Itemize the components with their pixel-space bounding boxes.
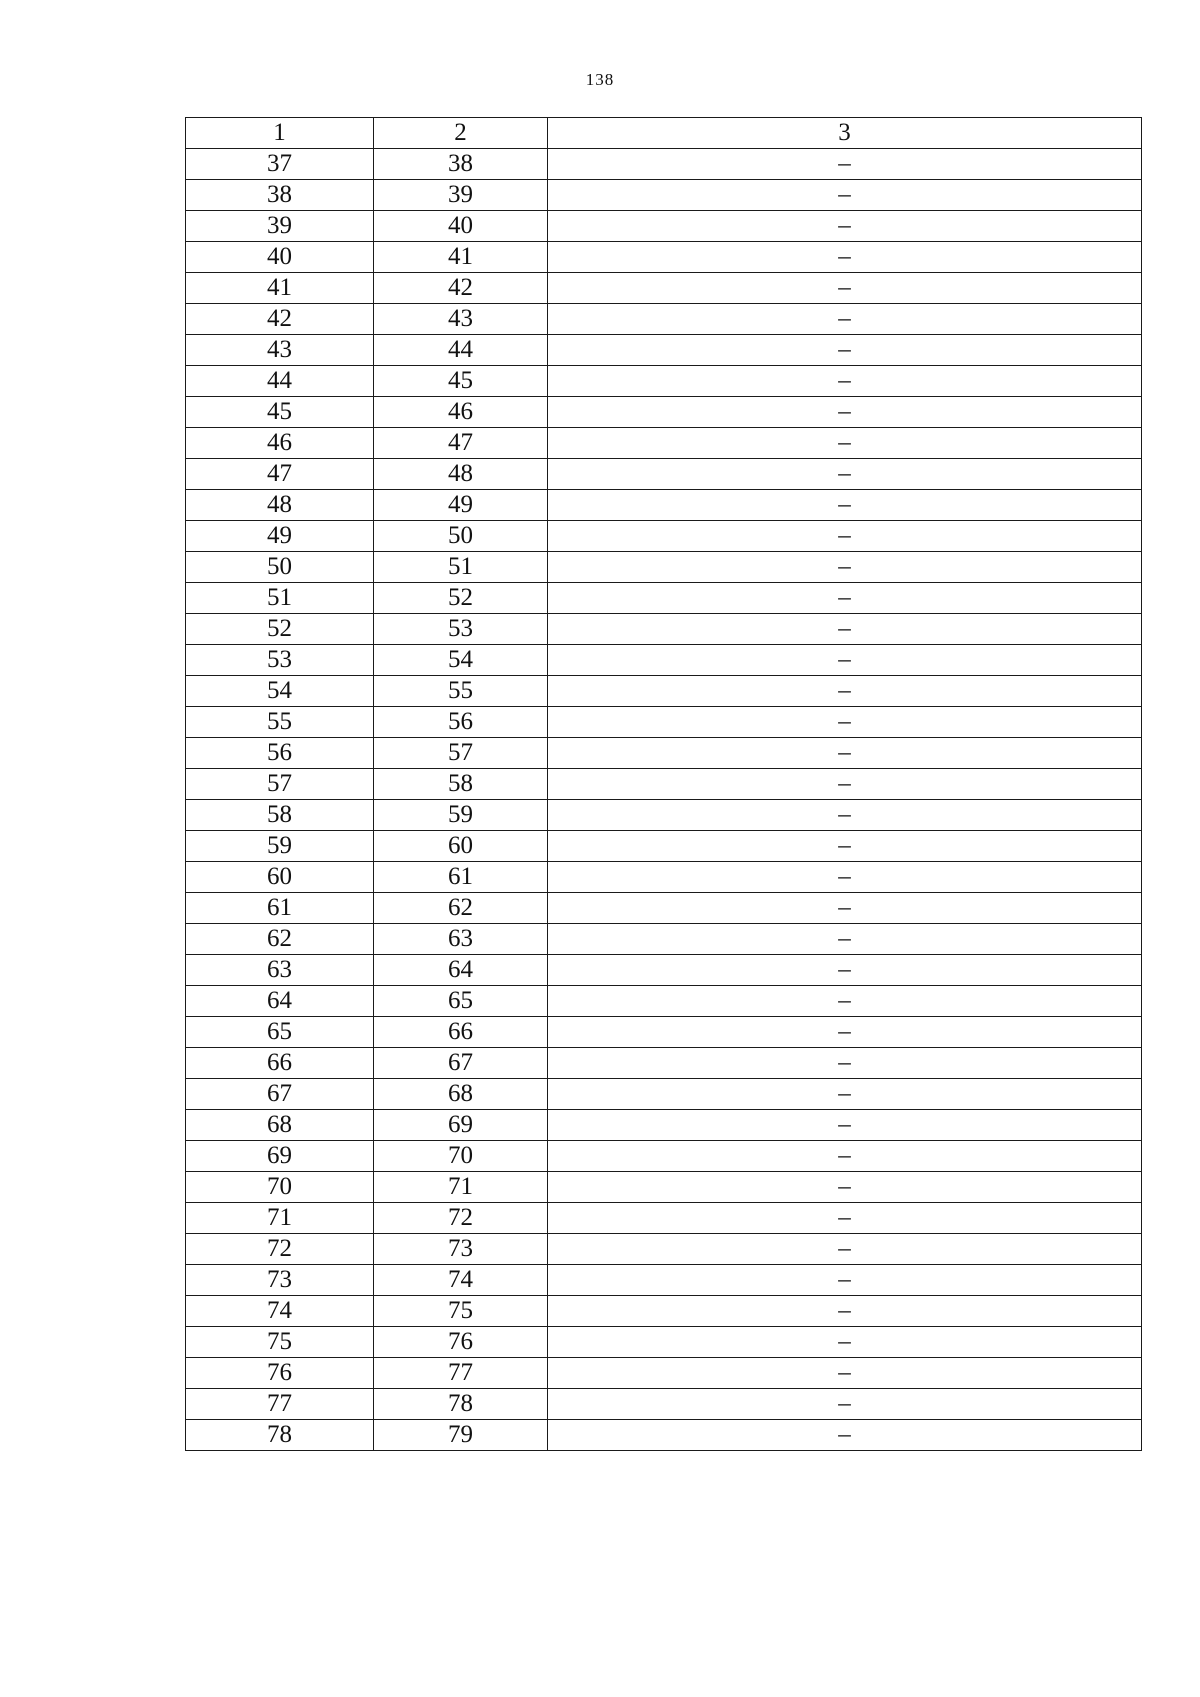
table-cell-col-3: – <box>548 769 1142 800</box>
table-cell-col-3: – <box>548 490 1142 521</box>
table-cell-col-1: 41 <box>186 273 374 304</box>
table-cell-col-2: 46 <box>374 397 548 428</box>
table-row <box>186 583 1142 614</box>
table-row <box>186 490 1142 521</box>
table-cell-col-1: 53 <box>186 645 374 676</box>
table-cell-col-2: 53 <box>374 614 548 645</box>
table-cell-col-1: 66 <box>186 1048 374 1079</box>
table-row <box>186 769 1142 800</box>
table-cell-col-1: 68 <box>186 1110 374 1141</box>
table-cell-col-2: 77 <box>374 1358 548 1389</box>
table-row <box>186 1265 1142 1296</box>
table-body <box>186 149 1142 1451</box>
table-cell-col-1: 60 <box>186 862 374 893</box>
table-cell-col-2: 72 <box>374 1203 548 1234</box>
table-cell-col-3: – <box>548 273 1142 304</box>
table-cell-col-1: 42 <box>186 304 374 335</box>
table-cell-col-1: 54 <box>186 676 374 707</box>
table-cell-col-1: 47 <box>186 459 374 490</box>
table-cell-col-2: 43 <box>374 304 548 335</box>
table-cell-col-3: – <box>548 1234 1142 1265</box>
table-cell-col-2: 42 <box>374 273 548 304</box>
table-cell-col-2: 74 <box>374 1265 548 1296</box>
table-cell-col-3: – <box>548 831 1142 862</box>
table-cell-col-2: 49 <box>374 490 548 521</box>
table-cell-col-2: 50 <box>374 521 548 552</box>
table-cell-col-3: – <box>548 1017 1142 1048</box>
table-cell-col-3: – <box>548 1389 1142 1420</box>
table-row <box>186 1296 1142 1327</box>
table-row <box>186 1048 1142 1079</box>
table-row <box>186 707 1142 738</box>
table-cell-col-1: 55 <box>186 707 374 738</box>
table-cell-col-1: 63 <box>186 955 374 986</box>
table-cell-col-1: 50 <box>186 552 374 583</box>
table-cell-col-2: 70 <box>374 1141 548 1172</box>
table-row <box>186 304 1142 335</box>
table-cell-col-1: 38 <box>186 180 374 211</box>
table-cell-col-1: 65 <box>186 1017 374 1048</box>
table-row <box>186 335 1142 366</box>
table-cell-col-2: 65 <box>374 986 548 1017</box>
table-cell-col-3: – <box>548 521 1142 552</box>
table-row <box>186 1420 1142 1451</box>
table-cell-col-2: 69 <box>374 1110 548 1141</box>
table-cell-col-1: 70 <box>186 1172 374 1203</box>
table-row <box>186 242 1142 273</box>
table-cell-col-2: 64 <box>374 955 548 986</box>
table-row <box>186 1203 1142 1234</box>
table-cell-col-1: 61 <box>186 893 374 924</box>
table-cell-col-1: 59 <box>186 831 374 862</box>
table-row <box>186 862 1142 893</box>
table-cell-col-3: – <box>548 1358 1142 1389</box>
table-cell-col-3: – <box>548 1420 1142 1451</box>
table-cell-col-1: 56 <box>186 738 374 769</box>
table-row <box>186 893 1142 924</box>
table-cell-col-1: 48 <box>186 490 374 521</box>
table-row <box>186 211 1142 242</box>
table-cell-col-1: 64 <box>186 986 374 1017</box>
table-cell-col-3: – <box>548 1141 1142 1172</box>
table-cell-col-2: 61 <box>374 862 548 893</box>
table-cell-col-3: – <box>548 1079 1142 1110</box>
table-cell-col-3: – <box>548 583 1142 614</box>
table-row <box>186 149 1142 180</box>
table-cell-col-2: 76 <box>374 1327 548 1358</box>
table-row <box>186 180 1142 211</box>
table-row <box>186 924 1142 955</box>
table-row <box>186 366 1142 397</box>
table-row <box>186 1141 1142 1172</box>
table-row <box>186 645 1142 676</box>
table-cell-col-1: 45 <box>186 397 374 428</box>
column-header-3: 3 <box>548 118 1142 149</box>
table-cell-col-3: – <box>548 304 1142 335</box>
table-cell-col-1: 72 <box>186 1234 374 1265</box>
table-row <box>186 1358 1142 1389</box>
table-cell-col-1: 76 <box>186 1358 374 1389</box>
table-cell-col-1: 43 <box>186 335 374 366</box>
table-cell-col-1: 39 <box>186 211 374 242</box>
table-row <box>186 800 1142 831</box>
table-cell-col-1: 75 <box>186 1327 374 1358</box>
table-header <box>186 118 1142 149</box>
table-cell-col-3: – <box>548 676 1142 707</box>
table-cell-col-2: 71 <box>374 1172 548 1203</box>
table-cell-col-1: 73 <box>186 1265 374 1296</box>
table-row <box>186 831 1142 862</box>
table-cell-col-3: – <box>548 800 1142 831</box>
table-cell-col-1: 40 <box>186 242 374 273</box>
table-cell-col-1: 52 <box>186 614 374 645</box>
table-cell-col-3: – <box>548 1327 1142 1358</box>
table-cell-col-3: – <box>548 1048 1142 1079</box>
table-cell-col-3: – <box>548 893 1142 924</box>
page-number: 138 <box>585 70 615 89</box>
table-cell-col-1: 58 <box>186 800 374 831</box>
table-cell-col-2: 51 <box>374 552 548 583</box>
table-row <box>186 1079 1142 1110</box>
table-cell-col-2: 40 <box>374 211 548 242</box>
table-header-row <box>186 118 1142 149</box>
table-cell-col-3: – <box>548 428 1142 459</box>
table-cell-col-3: – <box>548 1296 1142 1327</box>
table-cell-col-2: 68 <box>374 1079 548 1110</box>
table-cell-col-2: 63 <box>374 924 548 955</box>
table-cell-col-2: 79 <box>374 1420 548 1451</box>
table-cell-col-1: 71 <box>186 1203 374 1234</box>
table-cell-col-3: – <box>548 1172 1142 1203</box>
table-cell-col-1: 37 <box>186 149 374 180</box>
table-cell-col-1: 44 <box>186 366 374 397</box>
table-cell-col-2: 55 <box>374 676 548 707</box>
table-cell-col-2: 66 <box>374 1017 548 1048</box>
table-cell-col-2: 75 <box>374 1296 548 1327</box>
table-cell-col-2: 45 <box>374 366 548 397</box>
table-cell-col-2: 38 <box>374 149 548 180</box>
table-row <box>186 986 1142 1017</box>
table-cell-col-1: 77 <box>186 1389 374 1420</box>
table-cell-col-2: 57 <box>374 738 548 769</box>
table-cell-col-2: 48 <box>374 459 548 490</box>
table-cell-col-3: – <box>548 738 1142 769</box>
table-cell-col-3: – <box>548 180 1142 211</box>
table-cell-col-2: 52 <box>374 583 548 614</box>
table-cell-col-3: – <box>548 1203 1142 1234</box>
table-cell-col-3: – <box>548 366 1142 397</box>
table-cell-col-1: 62 <box>186 924 374 955</box>
table-cell-col-2: 58 <box>374 769 548 800</box>
table-row <box>186 1327 1142 1358</box>
table-row <box>186 738 1142 769</box>
table-cell-col-2: 47 <box>374 428 548 459</box>
column-header-1: 1 <box>186 118 374 149</box>
table-cell-col-1: 57 <box>186 769 374 800</box>
table-cell-col-3: – <box>548 211 1142 242</box>
table-row <box>186 397 1142 428</box>
table-cell-col-3: – <box>548 459 1142 490</box>
table-cell-col-2: 62 <box>374 893 548 924</box>
table-cell-col-3: – <box>548 924 1142 955</box>
table-row <box>186 1172 1142 1203</box>
table-cell-col-2: 39 <box>374 180 548 211</box>
table-row <box>186 273 1142 304</box>
table-cell-col-1: 49 <box>186 521 374 552</box>
table-cell-col-2: 67 <box>374 1048 548 1079</box>
table-cell-col-3: – <box>548 1265 1142 1296</box>
table-cell-col-3: – <box>548 986 1142 1017</box>
table-cell-col-3: – <box>548 242 1142 273</box>
table-cell-col-1: 67 <box>186 1079 374 1110</box>
table-cell-col-3: – <box>548 645 1142 676</box>
table-cell-col-3: – <box>548 552 1142 583</box>
table-row <box>186 521 1142 552</box>
table-cell-col-2: 73 <box>374 1234 548 1265</box>
table-cell-col-2: 41 <box>374 242 548 273</box>
table-cell-col-3: – <box>548 862 1142 893</box>
column-header-2: 2 <box>374 118 548 149</box>
table-cell-col-2: 78 <box>374 1389 548 1420</box>
table-cell-col-1: 78 <box>186 1420 374 1451</box>
table-row <box>186 1389 1142 1420</box>
table-cell-col-2: 44 <box>374 335 548 366</box>
table-row <box>186 614 1142 645</box>
table-row <box>186 955 1142 986</box>
table-cell-col-1: 46 <box>186 428 374 459</box>
table-row <box>186 428 1142 459</box>
table-cell-col-2: 54 <box>374 645 548 676</box>
table-cell-col-2: 59 <box>374 800 548 831</box>
table-cell-col-2: 56 <box>374 707 548 738</box>
table-cell-col-3: – <box>548 335 1142 366</box>
table-cell-col-3: – <box>548 955 1142 986</box>
table-cell-col-3: – <box>548 1110 1142 1141</box>
table-row <box>186 1234 1142 1265</box>
table-cell-col-2: 60 <box>374 831 548 862</box>
table-row <box>186 552 1142 583</box>
table-row <box>186 1017 1142 1048</box>
table-cell-col-1: 51 <box>186 583 374 614</box>
table-cell-col-3: – <box>548 707 1142 738</box>
table-cell-col-1: 69 <box>186 1141 374 1172</box>
table-cell-col-3: – <box>548 614 1142 645</box>
table-cell-col-1: 74 <box>186 1296 374 1327</box>
table-cell-col-3: – <box>548 149 1142 180</box>
table-row <box>186 1110 1142 1141</box>
table-row <box>186 459 1142 490</box>
table-row <box>186 676 1142 707</box>
data-table <box>185 117 1142 1451</box>
table-cell-col-3: – <box>548 397 1142 428</box>
